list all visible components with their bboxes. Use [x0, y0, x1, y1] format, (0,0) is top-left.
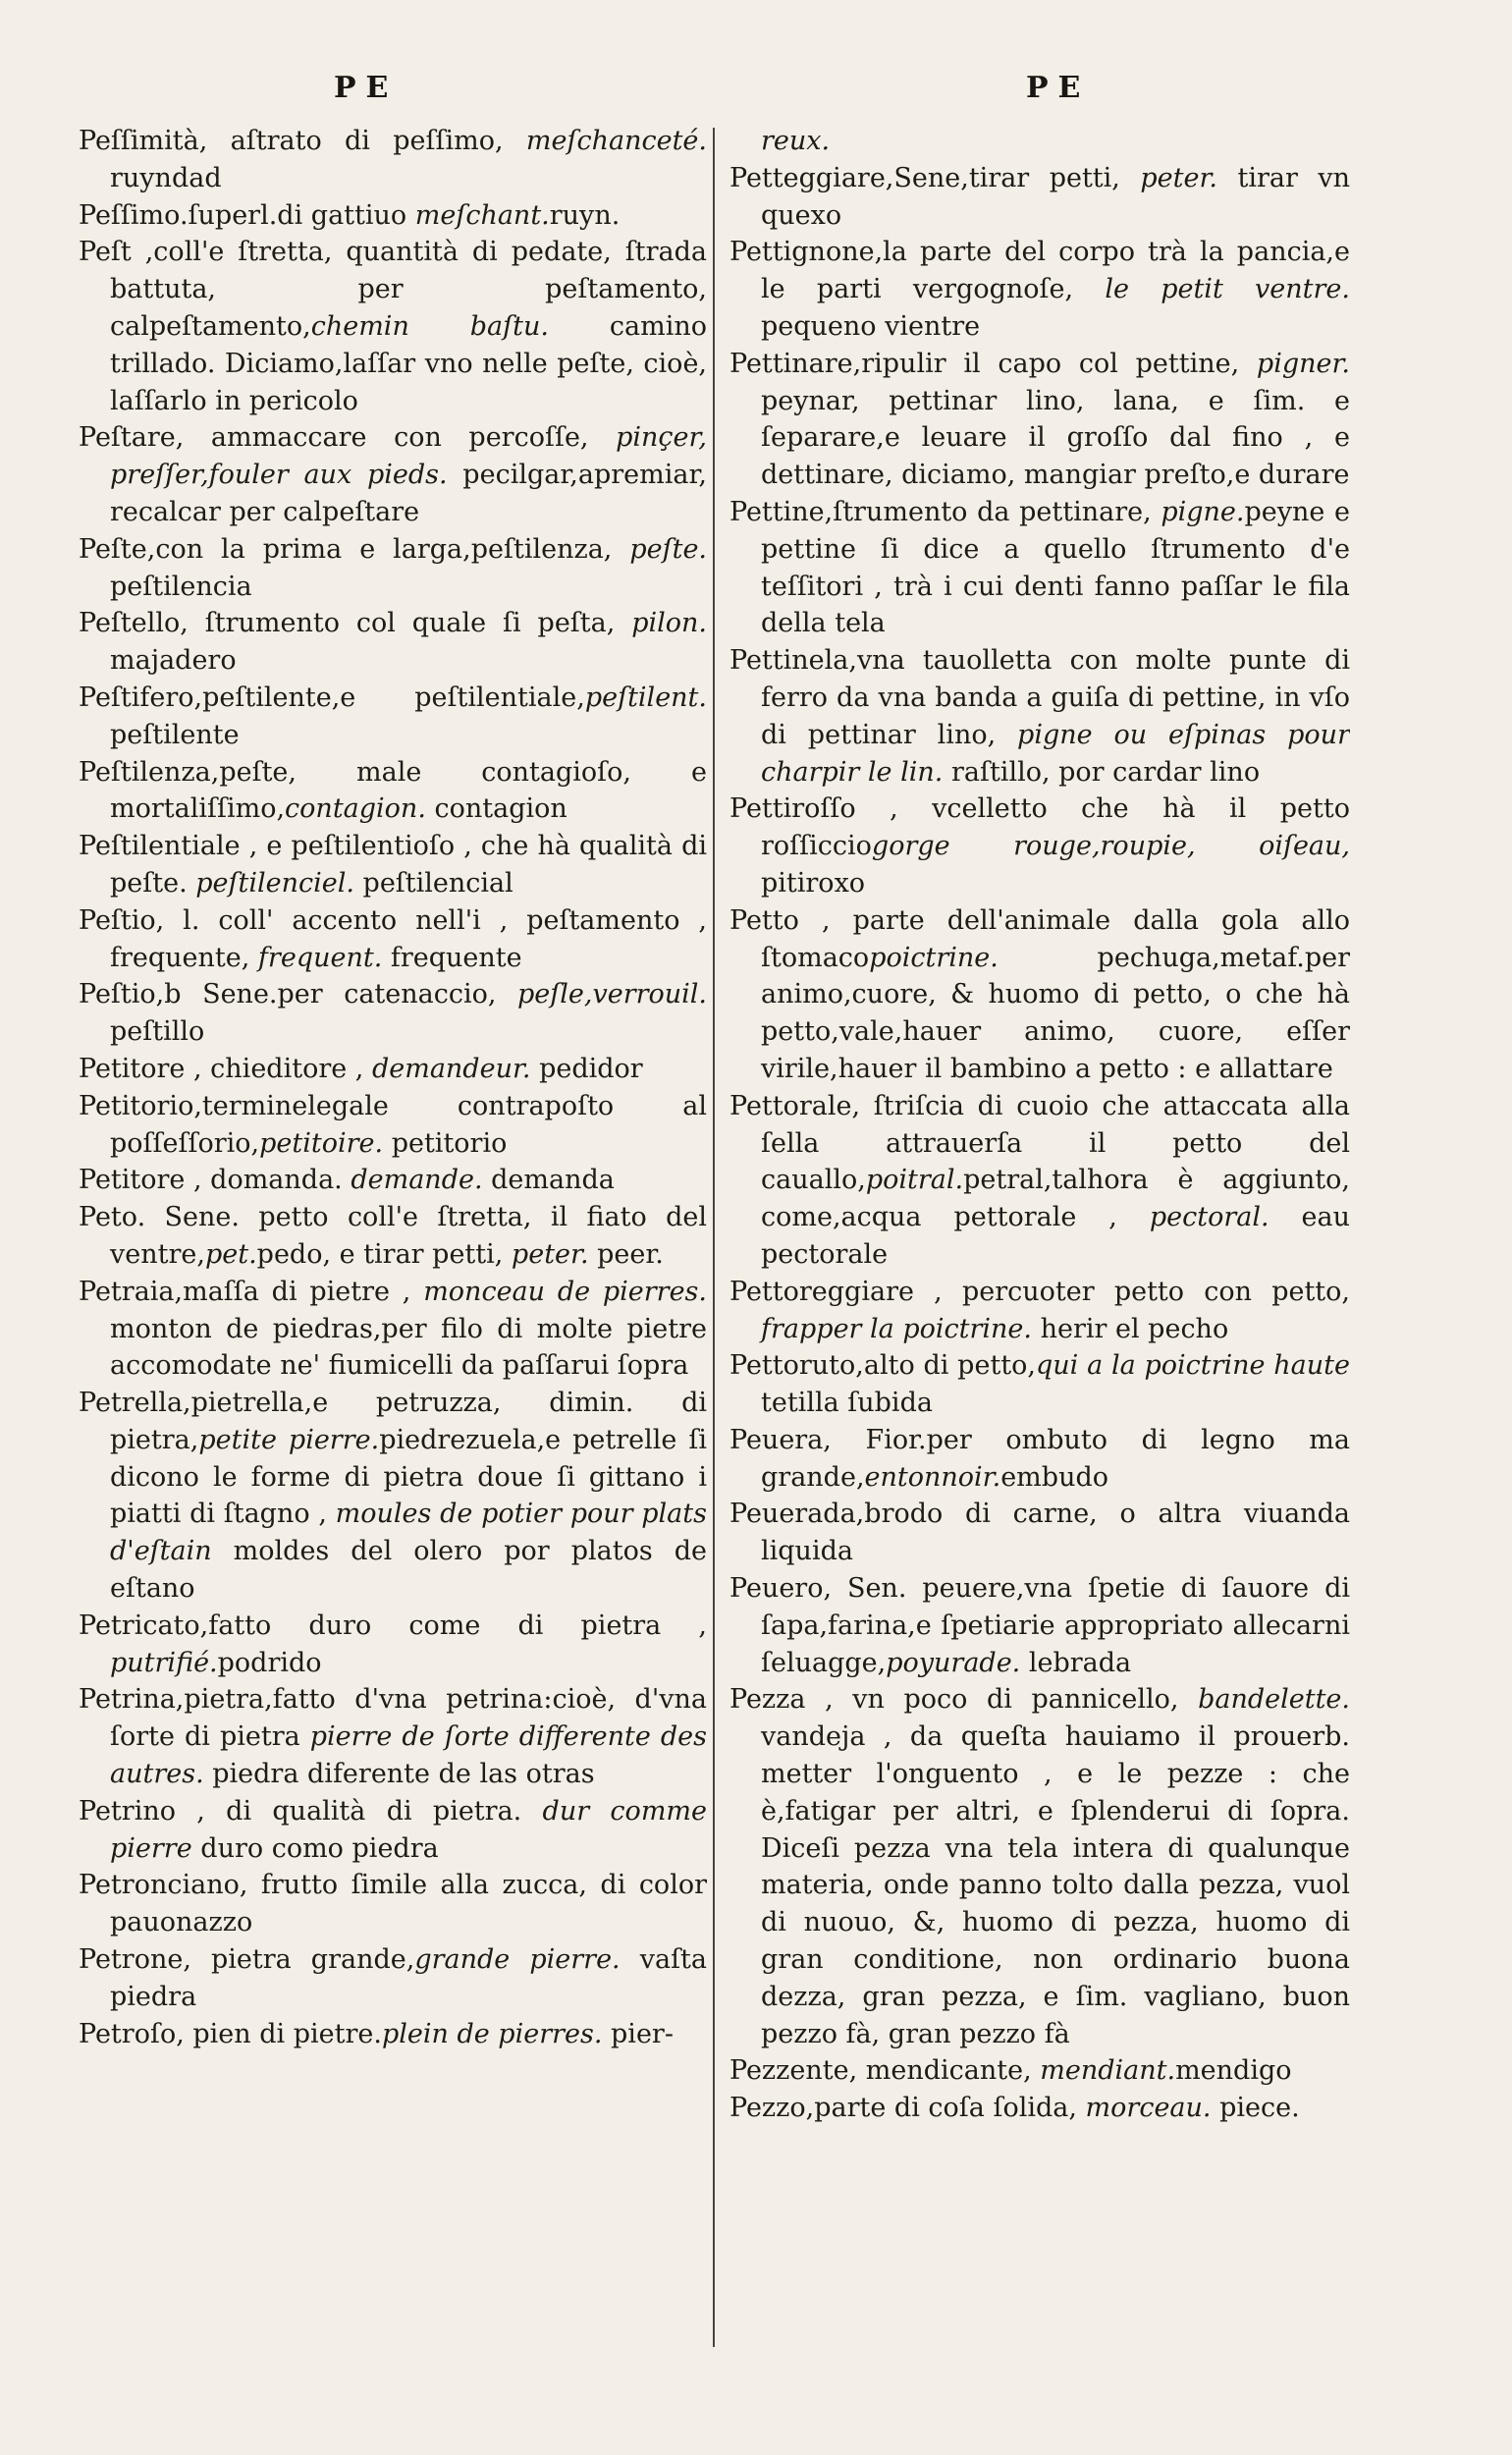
french-equivalent: frequent. — [249, 942, 383, 973]
definition-text: pietra,fatto d'vna petrina:cioè, d'vna ſorte di pietra — [110, 1684, 707, 1753]
headword: Pettorale, — [729, 1090, 861, 1121]
french-equivalent: le petit ventre. — [1073, 274, 1350, 305]
definition-text: Fior.per ombuto di legno ma grande, — [761, 1424, 1350, 1493]
dictionary-entry — [729, 1422, 1350, 1497]
spanish-equivalent: pequeno vientre — [761, 310, 981, 342]
definition-text: ſtrumento col quale ſi peſta, — [188, 608, 616, 639]
dictionary-entry — [79, 197, 707, 235]
french-equivalent: morceau. — [1076, 2093, 1212, 2124]
french-equivalent: meſchanceté. — [503, 126, 707, 156]
spanish-equivalent: pier- — [602, 2018, 674, 2049]
spanish-equivalent: piedra diferente de las otras — [203, 1759, 595, 1790]
headword: Petto — [729, 904, 799, 936]
french-equivalent: pinçer, preſſer,fouler aux pieds. — [110, 422, 707, 491]
headword: Pettignone, — [729, 237, 884, 268]
french-equivalent: pectoral. — [1116, 1202, 1269, 1233]
french-equivalent: peſle,verrouil. — [496, 979, 707, 1010]
headword: Peuera, — [729, 1424, 832, 1455]
dictionary-entry — [79, 531, 707, 606]
spanish-equivalent: tirar vn quexo — [761, 162, 1350, 231]
french-equivalent: reux. — [761, 126, 831, 156]
left-running-head: PE — [334, 71, 399, 105]
french-equivalent: peſtilent. — [584, 682, 707, 713]
definition-text: mendicante, — [857, 2055, 1032, 2087]
headword: Peſtello, — [79, 608, 189, 639]
headword: Peto. — [79, 1202, 146, 1233]
dictionary-entry — [79, 1199, 707, 1274]
definition-text: Sen. peuere,vna ſpetie di ſauore di ſapa,farina,e ſpetiarie appropriato allecarni ſeluagge, — [761, 1573, 1350, 1678]
french-equivalent: pet. — [204, 1238, 257, 1270]
dictionary-entry — [729, 1088, 1350, 1274]
french-equivalent: bandelette. — [1178, 1684, 1350, 1716]
definition-text: , chieditore , — [185, 1053, 364, 1084]
dictionary-entry — [729, 1570, 1350, 1681]
spanish-equivalent: peynar, pettinar lino, lana, e ſim. e ſeparare,e leuare il groſſo dal fino , e dettinare, diciamo, mangiar preſto,e durare — [761, 385, 1350, 491]
dictionary-entry — [729, 1347, 1350, 1422]
definition-text: b Sene.per catenaccio, — [164, 979, 497, 1010]
spanish-equivalent: peſtilente — [110, 719, 240, 750]
definition-text: con la prima e larga,peſtilenza, — [155, 533, 613, 565]
spanish-equivalent: vandeja , da queſta hauiamo il prouerb. metter l'onguento , e le pezze : che è,fatigar per altri, e ſplenderui di ſopra. Diceſi pezza vna tela intera di qualunque materia, onde panno tolto dalla pezza, vuol di nuouo, &, huomo di pezza, huomo di gran conditione, non ordinario buona dezza, gran pezza, e ſim. vagliano, buon pezzo fà, gran pezzo fà — [761, 1721, 1350, 2049]
french-equivalent: grande pierre. — [414, 1944, 621, 1976]
dictionary-entry — [79, 1941, 707, 2016]
spanish-equivalent: podrido — [217, 1647, 322, 1678]
french-equivalent: demande. — [342, 1165, 483, 1196]
definition-text: , di qualità di pietra. — [175, 1795, 522, 1827]
dictionary-entry — [729, 791, 1350, 901]
spanish-equivalent: majadero — [110, 645, 237, 677]
french-equivalent: poitral. — [865, 1165, 964, 1196]
dictionary-entry — [729, 346, 1350, 494]
dictionary-entry — [79, 1162, 707, 1199]
definition-text: , percuoter petto con petto, — [913, 1276, 1350, 1307]
definition-text: terminelegale contrapoſto al poſſeſſorio, — [110, 1090, 707, 1159]
dictionary-entry — [79, 976, 707, 1051]
definition-text: brodo di carne, o altra viuanda liquida — [761, 1499, 1350, 1567]
spanish-equivalent: pedidor — [530, 1053, 643, 1084]
french-equivalent: plein de pierres. — [381, 2018, 603, 2049]
definition-text: parte di coſa ſolida, — [814, 2093, 1077, 2124]
dictionary-entry — [729, 234, 1350, 345]
spanish-equivalent: herir el pecho — [1032, 1313, 1229, 1344]
french-equivalent: chemin baſtu. — [310, 310, 549, 342]
french-equivalent: demandeur. — [363, 1053, 531, 1084]
definition-text: frutto ſimile alla zucca, di color pauonazzo — [110, 1870, 707, 1938]
headword: Peſtifero, — [79, 682, 203, 713]
definition-text: fatto duro come di pietra , — [208, 1609, 707, 1641]
french-equivalent: pilon. — [615, 608, 707, 639]
dictionary-entry — [729, 1496, 1350, 1570]
definition-text: la parte del corpo trà la pancia,e le parti vergognoſe, — [761, 237, 1350, 305]
headword: Petteggiare, — [729, 162, 894, 193]
headword: Petronciano, — [79, 1870, 248, 1901]
definition-text: , vn poco di pannicello, — [805, 1684, 1179, 1716]
spanish-equivalent: pedo, e tirar petti, — [256, 1238, 504, 1270]
spanish-equivalent: lebrada — [1020, 1647, 1132, 1678]
spanish-equivalent: eau pectorale — [761, 1202, 1350, 1270]
headword: Pettinela, — [729, 645, 857, 677]
dictionary-entry — [79, 1088, 707, 1163]
headword: Pezza — [729, 1684, 806, 1716]
dictionary-entry — [729, 2090, 1350, 2127]
spanish-equivalent: duro como piedra — [191, 1832, 439, 1864]
dictionary-entry — [79, 1385, 707, 1608]
dictionary-entry — [79, 1793, 707, 1868]
spanish-equivalent: pitiroxo — [761, 867, 866, 899]
french-equivalent: peſte. — [612, 533, 707, 565]
headword: Peſtio, — [79, 904, 165, 936]
french-equivalent: peter. — [1119, 162, 1217, 193]
headword: Pettoreggiare — [729, 1276, 914, 1307]
spanish-equivalent: tetilla ſubida — [761, 1388, 933, 1419]
definition-text: pietra grande, — [190, 1944, 415, 1976]
dictionary-entry — [729, 123, 1350, 160]
definition-text: , domanda. — [185, 1165, 343, 1196]
headword: Peuero, — [729, 1573, 833, 1605]
french-equivalent: pigner. — [1239, 348, 1350, 379]
definition-text: maſſa di pietre , — [183, 1276, 411, 1307]
french-equivalent: moules de potier pour plats d'eſtain — [110, 1499, 707, 1567]
definition-text: , vcelletto che hà il petto roſſiccio — [761, 793, 1350, 862]
spanish-equivalent: peſtilencia — [110, 571, 252, 602]
dictionary-entry — [79, 1681, 707, 1792]
right-column — [729, 123, 1350, 2411]
dictionary-entry — [79, 605, 707, 680]
headword: Peſſimità, — [79, 126, 208, 156]
definition-text: Sene,tirar petti, — [893, 162, 1120, 193]
spanish-equivalent: pechuga,metaf.per animo,cuore, & huomo di petto, o che hà petto,vale,hauer animo, cuore, eſſer virile,hauer il bambino a petto : e allattare — [761, 942, 1350, 1084]
french-equivalent: monceau de pierres. — [410, 1276, 707, 1307]
french-equivalent: poictrine. — [869, 942, 999, 973]
french-equivalent: gorge rouge,roupie, oiſeau, — [871, 831, 1350, 862]
spanish-equivalent: camino trillado. Diciamo,laſſar vno nelle peſte, cioè, laſſarlo in pericolo — [110, 310, 707, 416]
french-equivalent: entonnoir. — [864, 1461, 1001, 1493]
headword: Petitore — [79, 1165, 186, 1196]
spanish-equivalent: vaſta piedra — [110, 1944, 707, 2012]
right-running-head: PE — [1026, 71, 1091, 105]
column-divider — [713, 128, 715, 2347]
headword: Pettinare, — [729, 348, 862, 379]
french-equivalent: dur comme pierre — [110, 1795, 707, 1864]
dictionary-entry — [79, 1867, 707, 1941]
headword: Petrina, — [79, 1684, 185, 1716]
headword: Petraia, — [79, 1276, 184, 1307]
headword: Petroſo, — [79, 2018, 185, 2049]
spanish-equivalent: piece. — [1211, 2093, 1300, 2124]
dictionary-entry — [729, 1681, 1350, 2052]
spanish-equivalent: ruyndad — [110, 162, 222, 193]
spanish-equivalent: petitorio — [383, 1127, 508, 1159]
french-equivalent: contagion. — [285, 793, 426, 825]
spanish-equivalent: contagion — [425, 793, 567, 825]
headword: Peſtio, — [79, 979, 165, 1010]
dictionary-entry — [729, 1274, 1350, 1348]
headword: Petrino — [79, 1795, 176, 1827]
dictionary-entry — [79, 123, 707, 197]
headword: Peſtilenza, — [79, 756, 220, 788]
headword: Pezzente, — [729, 2055, 858, 2087]
french-equivalent: mendiant. — [1031, 2055, 1176, 2087]
french-equivalent: pierre de ſorte differente des autres. — [110, 1721, 707, 1790]
spanish-equivalent: ruyn. — [549, 199, 621, 231]
spanish-equivalent: peer. — [588, 1238, 664, 1270]
headword: Peſte, — [79, 533, 156, 565]
definition-text: ſtriſcia di cuoio che attaccata alla ſella attrauerſa il petto del cauallo, — [761, 1090, 1350, 1196]
definition-text: Sene. petto coll'e ſtretta, il fiato del ventre, — [110, 1202, 707, 1270]
definition-text: ſtrumento da pettinare, — [833, 496, 1152, 527]
spanish-equivalent: monton de piedras,per filo di molte pietre accomodate ne' fiumicelli da paſſarui ſopra — [110, 1313, 707, 1382]
definition-text: ammaccare con percoſſe, — [184, 422, 589, 454]
french-equivalent: pigne. — [1151, 496, 1245, 527]
headword: Pettiroſſo — [729, 793, 856, 825]
dictionary-entry — [729, 494, 1350, 642]
dictionary-entry — [79, 680, 707, 754]
spanish-equivalent: peyne e pettine ſi dice a quello ſtrumento d'e teſſitori , trà i cui denti fanno paſſar le fila della tela — [761, 496, 1350, 639]
headword: Peſtare, — [79, 422, 185, 454]
spanish-equivalent: pecilgar,apremiar, recalcar per calpeſtare — [110, 460, 707, 527]
french-equivalent: qui a la poictrine haute — [1035, 1350, 1350, 1382]
definition-text: vna tauolletta con molte punte di ferro da vna banda a guiſa di pettine, in vſo di pettinar lino, — [761, 645, 1350, 750]
spanish-equivalent: moldes del olero por platos de eſtano — [110, 1536, 707, 1605]
definition-text: alto di petto, — [863, 1350, 1036, 1382]
french-equivalent: petitoire. — [259, 1127, 384, 1159]
spanish-equivalent: frequente — [382, 942, 522, 973]
definition-text: ſuperl.di gattiuo — [188, 199, 407, 231]
dictionary-entry — [729, 902, 1350, 1088]
definition-text: , parte dell'animale dalla gola allo ſtomaco — [761, 904, 1350, 973]
headword: Petricato, — [79, 1609, 209, 1641]
dictionary-entry — [79, 828, 707, 902]
dictionary-entry — [79, 1051, 707, 1088]
french-equivalent: putrifié. — [110, 1647, 218, 1678]
spanish-equivalent: embudo — [1000, 1461, 1108, 1493]
headword: Petrella, — [79, 1388, 191, 1419]
dictionary-entry — [79, 234, 707, 419]
french-equivalent: meſchant. — [406, 199, 550, 231]
definition-text: aſtrato di peſſimo, — [207, 126, 504, 156]
definition-text: ripulir il capo col pettine, — [861, 348, 1240, 379]
headword: Peſt — [79, 237, 132, 268]
headword: Petitore — [79, 1053, 186, 1084]
headword: Pettine, — [729, 496, 834, 527]
dictionary-entry — [729, 160, 1350, 235]
headword: Peuerada, — [729, 1499, 865, 1530]
headword: Petrone, — [79, 1944, 191, 1976]
left-column — [79, 123, 707, 2411]
spanish-equivalent: mendigo — [1175, 2055, 1292, 2087]
spanish-equivalent: piedrezuela,e petrelle ſi dicono le forme di pietra doue ſi gittano i piatti di ſtagno , — [110, 1424, 707, 1530]
french-equivalent: petite pierre. — [198, 1424, 380, 1455]
definition-text: , e peſtilentioſo , che hà qualità di peſte. — [110, 831, 707, 899]
definition-text: pien di pietre. — [184, 2018, 382, 2049]
french-equivalent: frapper la poictrine. — [761, 1313, 1032, 1344]
dictionary-entry — [729, 2052, 1350, 2090]
spanish-equivalent: peſtilencial — [353, 867, 513, 899]
spanish-equivalent: peſtillo — [110, 1016, 205, 1048]
definition-text: peſte, male contagioſo, e mortaliſſimo, — [110, 756, 707, 825]
dictionary-entry — [79, 1274, 707, 1385]
dictionary-entry — [79, 1608, 707, 1682]
dictionary-entry — [79, 419, 707, 530]
headword: Petitorio, — [79, 1090, 202, 1121]
dictionary-entry — [79, 754, 707, 829]
spanish-equivalent: raſtillo, por cardar lino — [943, 756, 1261, 788]
french-equivalent: poyurade. — [886, 1647, 1021, 1678]
headword: Peſſimo. — [79, 199, 189, 231]
spanish-equivalent: petral,talhora è aggiunto, come,acqua pettorale , — [761, 1165, 1350, 1233]
french-equivalent: peter. — [503, 1238, 589, 1270]
definition-text: ,coll'e ſtretta, quantità di pedate, ſtrada battuta, per peſtamento, calpeſtamento, — [110, 237, 707, 342]
dictionary-entry — [729, 642, 1350, 791]
dictionary-entry — [79, 2016, 707, 2053]
dictionary-entry — [79, 902, 707, 977]
spanish-equivalent: demanda — [482, 1165, 615, 1196]
french-equivalent: peſtilenciel. — [187, 867, 354, 899]
definition-text: peſtilente,e peſtilentiale, — [202, 682, 585, 713]
headword: Peſtilentiale — [79, 831, 241, 862]
headword: Pettoruto, — [729, 1350, 864, 1382]
definition-text: l. coll' accento nell'i , peſtamento , frequente, — [110, 904, 707, 973]
french-equivalent: pigne ou eſpinas pour charpir le lin. — [761, 719, 1350, 788]
headword: Pezzo, — [729, 2093, 815, 2124]
definition-text: pietrella,e petruzza, dimin. di pietra, — [110, 1388, 707, 1455]
